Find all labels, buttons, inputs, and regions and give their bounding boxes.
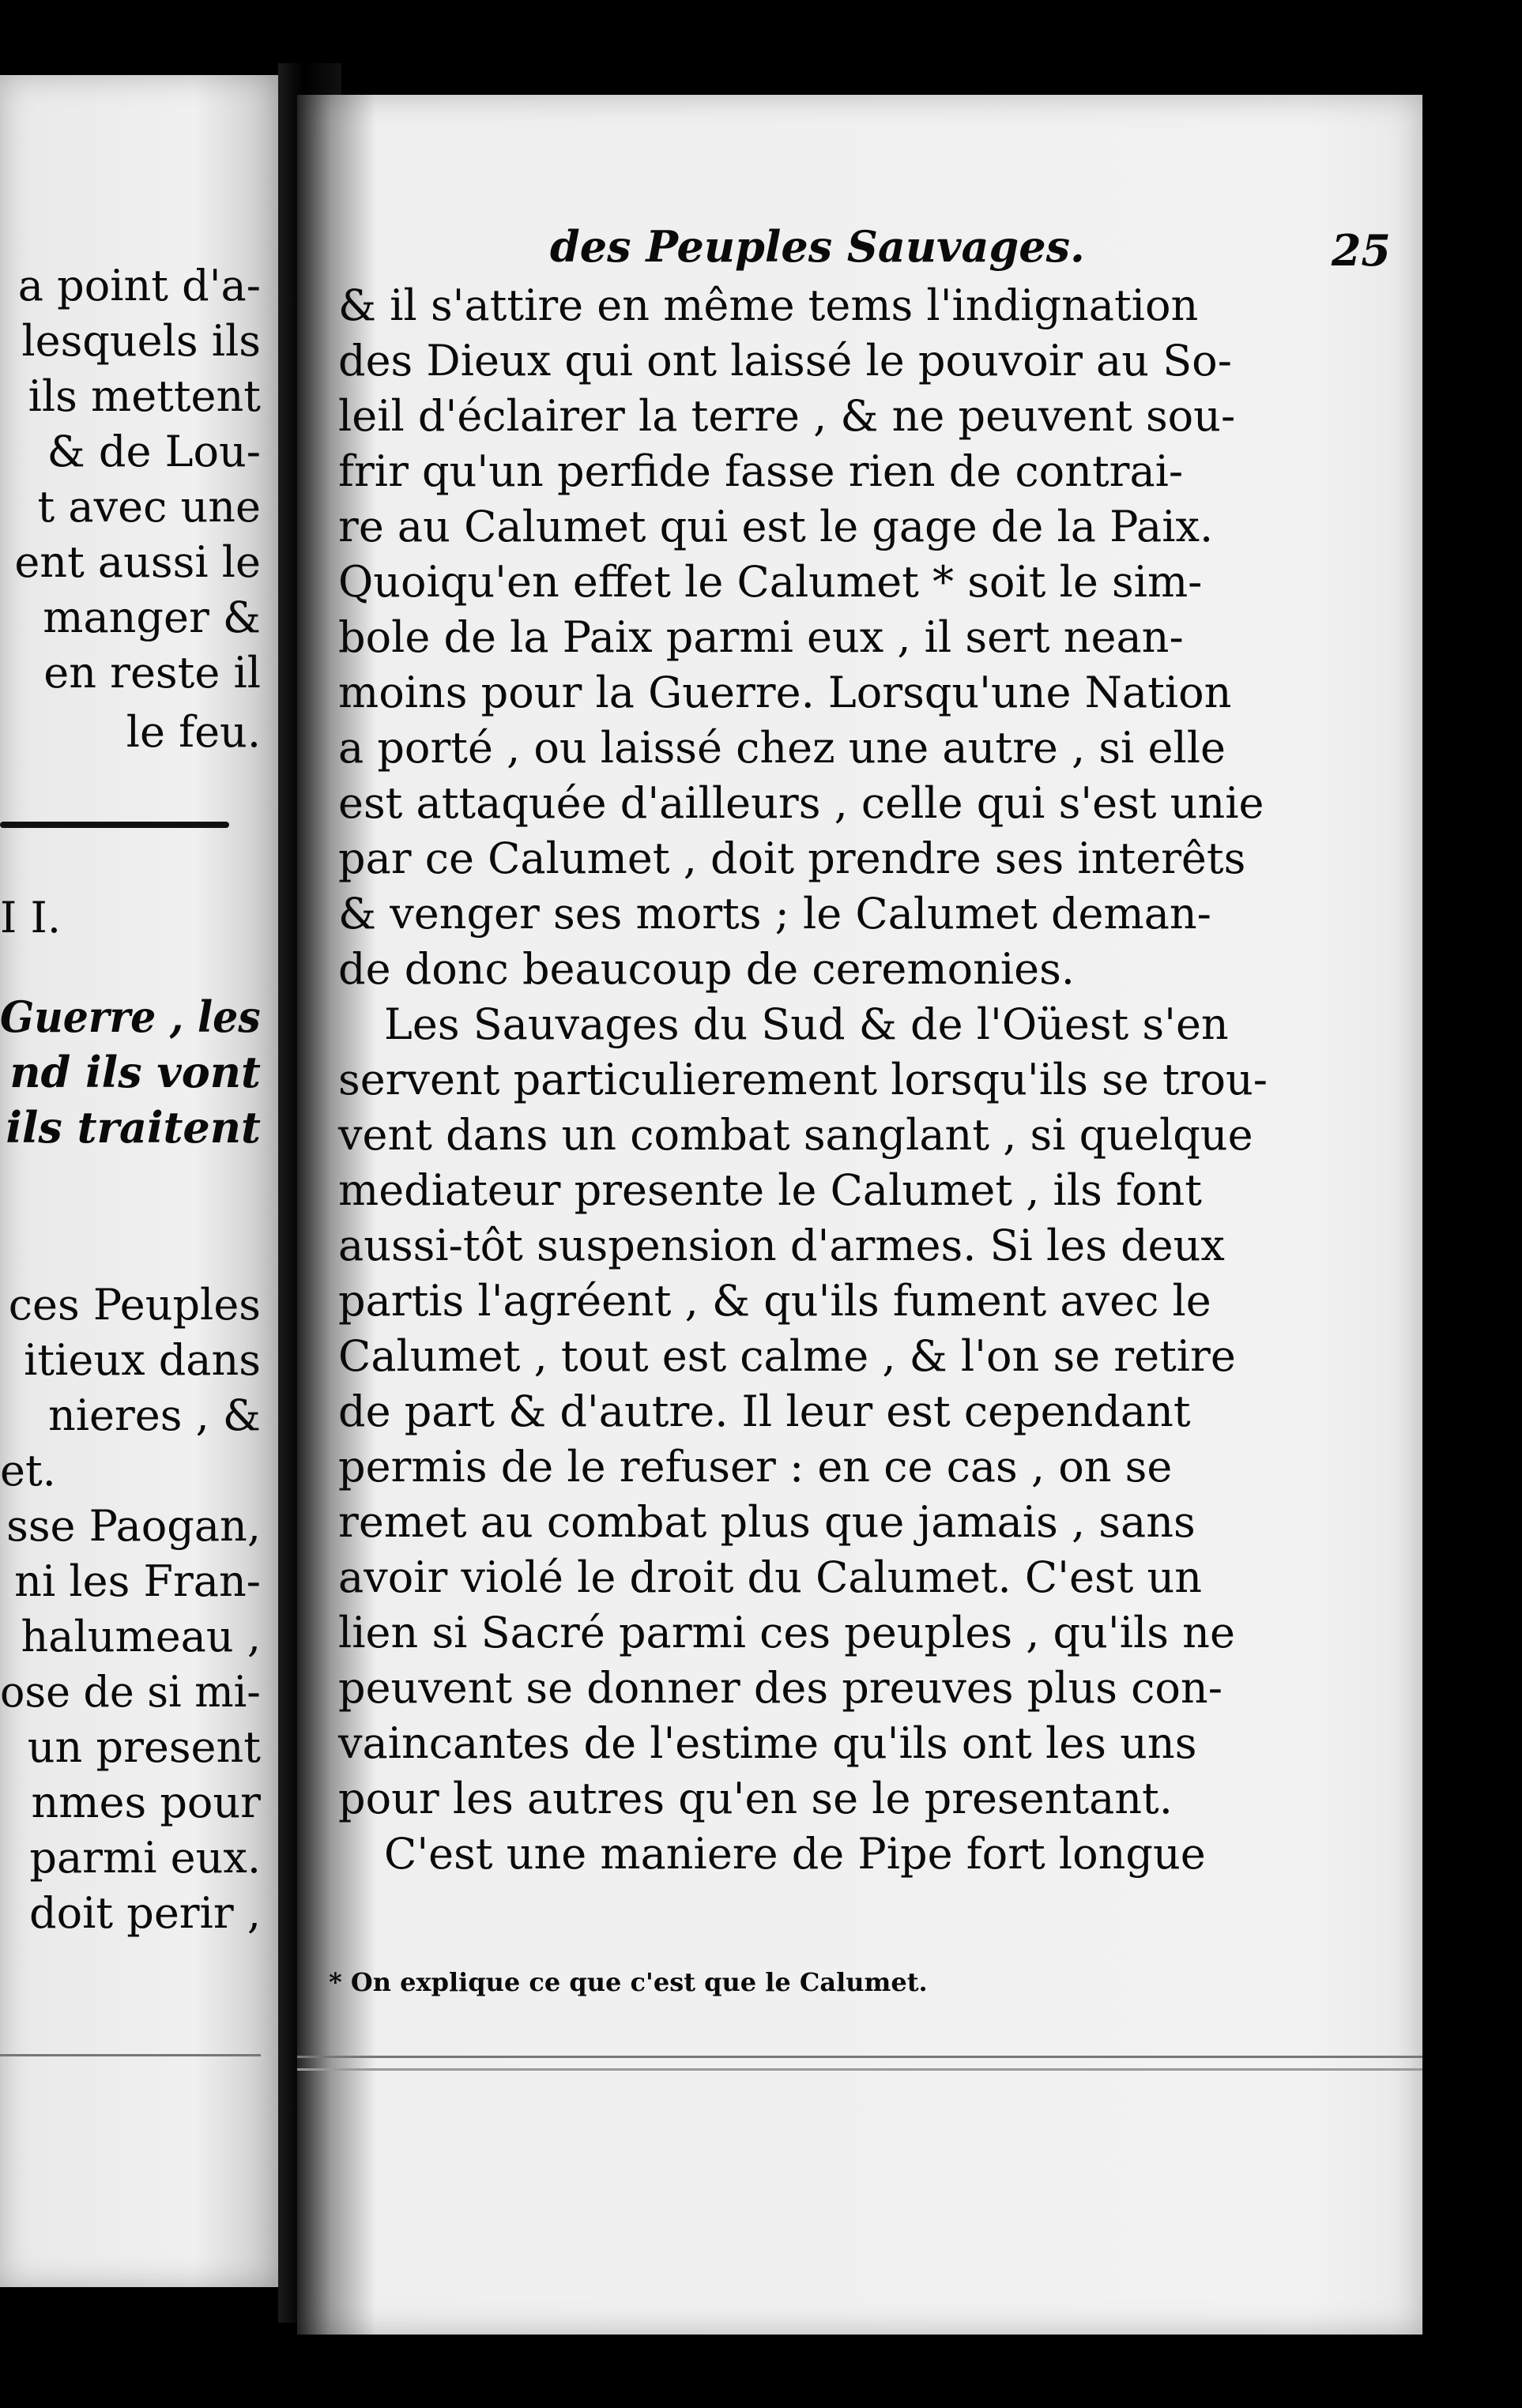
body-text-line: Les Sauvages du Sud & de l'Oüest s'en	[384, 999, 1229, 1049]
left-text-line: ent aussi le	[14, 537, 261, 587]
section-rule	[0, 822, 229, 828]
scan-artifact-line	[297, 2056, 1422, 2058]
body-text-line: partis l'agréent , & qu'ils fument avec le	[338, 1276, 1211, 1326]
body-text-line: moins pour la Guerre. Lorsqu'une Nation	[338, 668, 1232, 717]
body-text-line: des Dieux qui ont laissé le pouvoir au So-	[338, 336, 1232, 386]
left-text-line: le feu.	[126, 707, 261, 757]
body-text-line: C'est une maniere de Pipe fort longue	[384, 1829, 1206, 1879]
left-text-line: halumeau ,	[21, 1612, 261, 1661]
right-page	[297, 95, 1422, 2335]
body-text-line: vaincantes de l'estime qu'ils ont les uns	[338, 1718, 1197, 1768]
body-text-line: pour les autres qu'en se le presentant.	[338, 1774, 1173, 1823]
body-text-line: Quoiqu'en effet le Calumet * soit le sim-	[338, 557, 1203, 607]
section-number: I I.	[0, 893, 61, 943]
left-text-line: & de Lou-	[47, 427, 261, 476]
left-text-line: ils mettent	[28, 371, 261, 421]
body-text-line: leil d'éclairer la terre , & ne peuvent sou-	[338, 391, 1236, 441]
body-text-line: aussi-tôt suspension d'armes. Si les deux	[338, 1221, 1225, 1270]
left-text-line: Guerre , les	[0, 991, 261, 1042]
left-text-line: parmi eux.	[29, 1833, 261, 1883]
left-text-line: manger &	[43, 593, 261, 642]
body-text-line: frir qu'un perfide fasse rien de contrai-	[338, 446, 1184, 496]
body-text-line: peuvent se donner des preuves plus con-	[338, 1663, 1222, 1713]
scan-artifact-line	[0, 2054, 261, 2056]
body-text-line: lien si Sacré parmi ces peuples , qu'ils ne	[338, 1608, 1235, 1657]
footnote: * On explique ce que c'est que le Calumet.	[329, 1967, 928, 1997]
left-text-line: en reste il	[43, 648, 261, 698]
left-text-line: et.	[0, 1446, 56, 1496]
left-text-line: nmes pour	[31, 1778, 261, 1827]
body-text-line: avoir violé le droit du Calumet. C'est un	[338, 1552, 1203, 1602]
left-page-fragment	[0, 75, 278, 2287]
body-text-line: permis de le refuser : en ce cas , on se	[338, 1442, 1173, 1492]
body-text-line: par ce Calumet , doit prendre ses interêts	[338, 833, 1246, 883]
body-text-line: de donc beaucoup de ceremonies.	[338, 944, 1075, 994]
left-text-line: doit perir ,	[29, 1888, 261, 1938]
body-text-line: est attaquée d'ailleurs , celle qui s'est unie	[338, 778, 1264, 828]
left-text-line: nieres , &	[47, 1390, 261, 1440]
left-text-line: t avec une	[37, 482, 261, 532]
left-text-line: un present	[27, 1722, 261, 1772]
running-head: des Peuples Sauvages.	[550, 221, 1085, 272]
body-text-line: re au Calumet qui est le gage de la Paix.	[338, 502, 1214, 551]
body-text-line: bole de la Paix parmi eux , il sert nean-	[338, 612, 1184, 662]
left-text-line: sse Paogan,	[6, 1501, 261, 1551]
scan-artifact-line	[297, 2068, 1422, 2071]
page-number: 25	[1331, 225, 1391, 276]
left-text-line: ces Peuples	[8, 1280, 261, 1330]
left-text-line: ils traitent	[6, 1102, 261, 1153]
body-text-line: Calumet , tout est calme , & l'on se retire	[338, 1331, 1236, 1381]
left-text-line: itieux dans	[24, 1335, 261, 1385]
body-text-line: a porté , ou laissé chez une autre , si elle	[338, 723, 1226, 773]
left-text-line: a point d'a-	[17, 261, 261, 310]
body-text-line: vent dans un combat sanglant , si quelque	[338, 1110, 1253, 1160]
left-text-line: lesquels ils	[21, 316, 261, 366]
body-text-line: servent particulierement lorsqu'ils se trou-	[338, 1055, 1268, 1104]
left-text-line: nd ils vont	[9, 1047, 261, 1097]
body-text-line: & il s'attire en même tems l'indignation	[338, 280, 1199, 330]
left-text-line: ose de si mi-	[0, 1667, 261, 1717]
left-text-line: ni les Fran-	[14, 1556, 261, 1606]
body-text-line: & venger ses morts ; le Calumet deman-	[338, 889, 1211, 939]
body-text-line: mediateur presente le Calumet , ils font	[338, 1165, 1202, 1215]
body-text-line: remet au combat plus que jamais , sans	[338, 1497, 1196, 1547]
body-text-line: de part & d'autre. Il leur est cependant	[338, 1386, 1191, 1436]
